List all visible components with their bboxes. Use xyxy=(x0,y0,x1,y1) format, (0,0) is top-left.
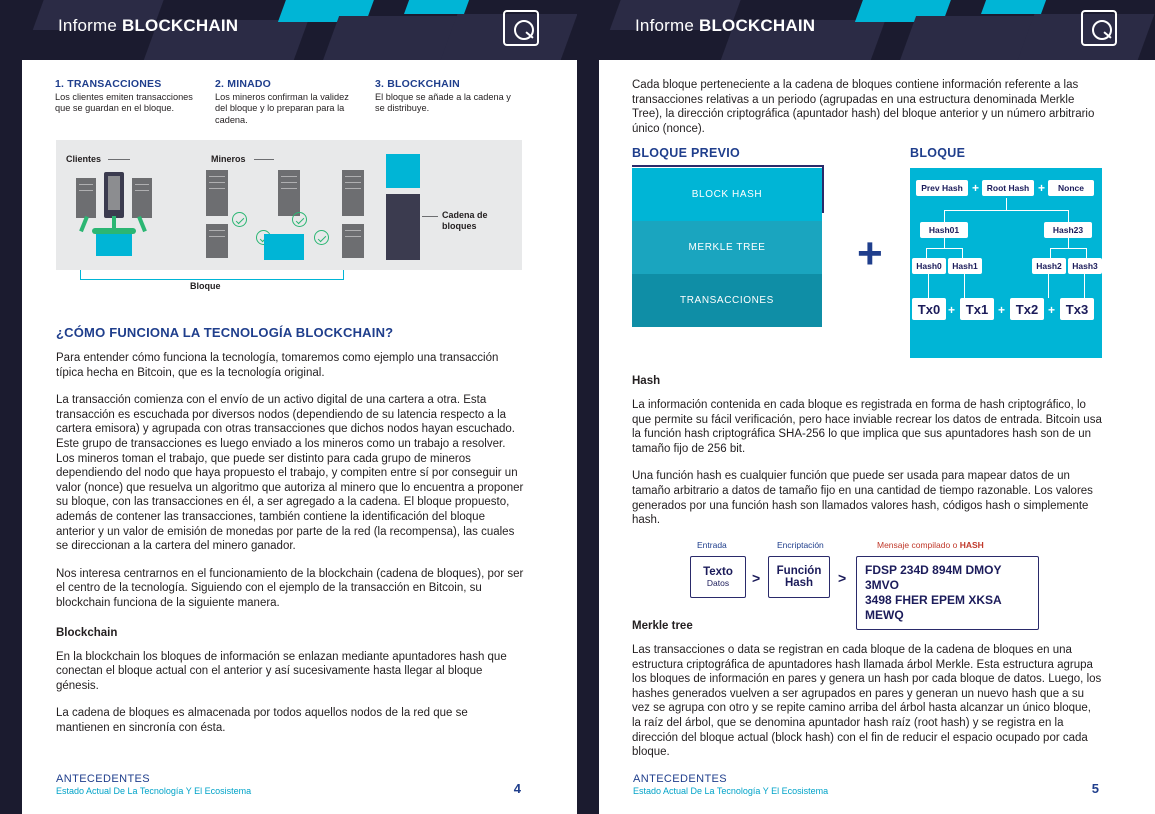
hash-output-line1: FDSP 234D 894M DMOY 3MVO xyxy=(865,563,1002,592)
tag-hash01: Hash01 xyxy=(920,222,968,238)
arrow-icon: > xyxy=(752,570,761,586)
paragraph: La información contenida en cada bloque es registrada en forma de hash criptográfico, lo que permite su fácil verificación, pero hace inviable recrear los datos de entrada. Bitcoin usa la función hash criptográfica SHA-256 lo que implica que sus apuntadores hash son de un tamaño fijo de 256 bit. xyxy=(632,399,1102,455)
miner-node xyxy=(342,170,364,216)
input-box-title: Texto xyxy=(703,566,733,578)
left-edge-bar xyxy=(0,0,22,814)
header-title-bold: BLOCKCHAIN xyxy=(698,16,816,35)
label-salida-plain: Mensaje compilado o xyxy=(877,540,960,550)
diagram-title-prev: BLOQUE PREVIO xyxy=(632,146,741,160)
function-box xyxy=(768,556,830,598)
step-desc: Los clientes emiten transacciones que se guardan en el bloque. xyxy=(55,92,193,114)
tag-hash2: Hash2 xyxy=(1032,258,1066,274)
tag-hash3: Hash3 xyxy=(1068,258,1102,274)
tree-line xyxy=(926,248,927,258)
header-title xyxy=(635,16,815,36)
flow-line xyxy=(137,216,147,232)
tree-line xyxy=(1068,210,1069,222)
tree-line xyxy=(1006,198,1007,210)
paragraph: La transacción comienza con el envío de un activo digital de una cartera a otra. Esta transacción es escuchada por diversos nodos (dependiendo de su latencia respecto a la cartera emisora) y agrupada con otras transacciones que dichos nodos hayan escuchado. Este grupo de transacciones es luego enviado a los mineros como un trabajo a resolver. Los mineros toman el trabajo, que puede ser distinto para cada grupo de mineros dependiendo del nodo que haya propuesto el trabajo, y compiten entre sí por conseguir un valor (nonce) que resuelva un algoritmo que autoriza al minero que lo encuentra a proponer su bloque, con las transacciones en él, a ser agregado a la cadena. El bloque propuesto, además de contener las transacciones, también contiene la identificación del bloque anterior y un valor de emisión de monedas por parte de la red (la recompensa), las cuales se direccionan a la cartera del minero ganador. xyxy=(56,394,524,553)
leader-line xyxy=(422,216,438,217)
tree-line xyxy=(1084,274,1085,298)
step-title: 3. BLOCKCHAIN xyxy=(375,78,460,90)
tree-line xyxy=(926,248,962,249)
input-box xyxy=(690,556,746,598)
page-right xyxy=(577,0,1155,814)
tag-nonce: Nonce xyxy=(1048,180,1094,196)
label-salida-bold: HASH xyxy=(959,540,984,550)
tag-tx3: Tx3 xyxy=(1060,298,1094,320)
hash-output-line2: 3498 FHER EPEM XKSA MEWQ xyxy=(865,593,1002,622)
left-body xyxy=(56,325,524,748)
tree-line xyxy=(944,210,945,222)
tree-line xyxy=(1050,248,1051,258)
page-number: 4 xyxy=(513,781,521,796)
header-accent xyxy=(404,0,472,14)
header-title xyxy=(58,16,238,36)
tree-line xyxy=(944,210,1068,211)
function-box-l2: Hash xyxy=(784,577,814,589)
paragraph: Una función hash es cualquier función que puede ser usada para mapear datos de un tamaño arbitrario a datos de tamaño fijo en una cantidad de tiempo razonable. Los valores generados por una función hash son llamados valores hash, códigos hash o simplemente hash. xyxy=(632,470,1093,527)
hash-heading: Hash xyxy=(632,375,661,387)
hash-output-box xyxy=(856,556,1039,630)
right-intro xyxy=(632,78,1102,149)
diagram-title-block: BLOQUE xyxy=(910,146,966,160)
tag-root-hash: Root Hash xyxy=(982,180,1034,196)
check-icon xyxy=(314,230,329,245)
client-device xyxy=(76,178,96,218)
footer-line2: Estado Actual De La Tecnología Y El Ecosistema xyxy=(56,786,252,796)
miner-node xyxy=(206,170,228,216)
client-phone xyxy=(104,172,124,218)
check-icon xyxy=(292,212,307,227)
label-encriptacion: Encriptación xyxy=(777,540,824,550)
client-device xyxy=(132,178,152,218)
merkle-heading: Merkle tree xyxy=(632,620,693,632)
label-cadena: Cadena de bloques xyxy=(442,210,488,231)
step-item xyxy=(215,78,375,126)
footer-line2: Estado Actual De La Tecnología Y El Ecosistema xyxy=(633,786,829,796)
chain-block-cyan xyxy=(386,154,420,188)
paragraph: Las transacciones o data se registran en cada bloque de la cadena de bloques en una estructura criptográfica de apuntadores hash llamada árbol Merkle. Esta estructura agrupa los bloques de información en pares y genera un hash por cada bloque de datos. Luego, los hashes generados vuelven a ser agrupados en pares y generan un nuevo hash que a su vez se agrupa con otro y se repite camino arriba del árbol hasta alcanzar un único bloque, la raíz del árbol, que se denomina apuntador hash raíz (root hash) y se registra en la dirección del bloque actual (block hash) con el fin de reducir el espacio ocupado por cada bloque. xyxy=(632,644,1102,759)
step-item xyxy=(375,78,535,126)
miner-node xyxy=(278,170,300,216)
page-left xyxy=(0,0,577,814)
tag-hash1: Hash1 xyxy=(948,258,982,274)
hash-connector xyxy=(632,165,824,213)
tree-line xyxy=(944,238,945,248)
prev-block-row: MERKLE TREE xyxy=(632,221,822,274)
function-box-l1: Función xyxy=(776,565,822,577)
page-number: 5 xyxy=(1091,781,1099,796)
subsection-title: Blockchain xyxy=(56,626,118,639)
block-merkle-diagram: Prev Hash + Root Hash + Nonce Hash01 Hash23 Hash0 Hash1 Hash2 Hash3 Tx0 + Tx1 + Tx2 + Tx3 xyxy=(910,168,1102,358)
header-title-thin: Informe xyxy=(635,16,699,35)
paragraph: Cada bloque perteneciente a la cadena de bloques contiene información referente a las transacciones relativas a un periodo (agrupadas en una estructura denominada Merkle Tree), la dirección criptográfica (apuntador hash) del bloque anterior y un número arbitrario único (nonce). xyxy=(632,79,1095,135)
footer-left xyxy=(56,773,251,796)
arrow-icon: > xyxy=(838,570,847,586)
q-logo-icon xyxy=(1081,10,1117,46)
tree-line xyxy=(964,274,965,298)
tree-line xyxy=(928,274,929,298)
tag-tx1: Tx1 xyxy=(960,298,994,320)
tree-line xyxy=(962,248,963,258)
miner-node xyxy=(342,224,364,258)
tree-line xyxy=(1068,238,1069,248)
tree-line xyxy=(1050,248,1086,249)
step-title: 1. TRANSACCIONES xyxy=(55,78,162,90)
bloque-cyan-box xyxy=(96,234,132,256)
step-title: 2. MINADO xyxy=(215,78,272,90)
right-edge-bar xyxy=(577,0,599,814)
tag-prev-hash: Prev Hash xyxy=(916,180,968,196)
transaction-flow-diagram xyxy=(56,140,522,270)
footer-line1: ANTECEDENTES xyxy=(56,773,151,785)
tree-line xyxy=(1086,248,1087,258)
check-icon xyxy=(232,212,247,227)
paragraph: La cadena de bloques es almacenada por todos aquellos nodos de la red que se mantienen en sincronía con ésta. xyxy=(56,707,468,734)
chain-block-dark xyxy=(386,194,420,260)
step-item xyxy=(55,78,215,126)
tag-hash23: Hash23 xyxy=(1044,222,1092,238)
header-title-thin: Informe xyxy=(58,16,122,35)
merkle-section xyxy=(632,620,1102,773)
section-title: ¿CÓMO FUNCIONA LA TECNOLOGÍA BLOCKCHAIN? xyxy=(56,325,394,340)
label-bloque: Bloque xyxy=(190,281,221,291)
tag-hash0: Hash0 xyxy=(912,258,946,274)
label-mineros: Mineros xyxy=(211,154,246,164)
paragraph: Para entender cómo funciona la tecnología, tomaremos como ejemplo una transacción típica hecha en Bitcoin, que es la tecnología original. xyxy=(56,352,499,379)
header-accent xyxy=(981,0,1049,14)
page-header-left xyxy=(0,0,577,60)
page-header-right xyxy=(577,0,1155,60)
steps-row xyxy=(55,78,535,126)
prev-block-row: TRANSACCIONES xyxy=(632,274,822,327)
leader-line xyxy=(108,159,130,160)
leader-line xyxy=(254,159,274,160)
header-title-bold: BLOCKCHAIN xyxy=(121,16,239,35)
step-desc: Los mineros confirman la validez del bloque y lo preparan para la cadena. xyxy=(215,92,349,125)
step-desc: El bloque se añade a la cadena y se distribuye. xyxy=(375,92,511,114)
tag-tx2: Tx2 xyxy=(1010,298,1044,320)
footer-right xyxy=(633,773,828,796)
q-logo-icon xyxy=(503,10,539,46)
hash-pipeline xyxy=(632,540,1102,622)
plus-icon: + xyxy=(857,229,883,278)
label-entrada: Entrada xyxy=(697,540,727,550)
hash-section xyxy=(632,375,1102,541)
tree-line xyxy=(1048,274,1049,298)
paragraph: Nos interesa centrarnos en el funcionamiento de la blockchain (cadena de bloques), por ser el centro de la tecnología. Siguiendo con el ejemplo de la transacción en Bitcoin, su blockchain funciona de la siguiente manera. xyxy=(56,567,524,609)
label-clientes: Clientes xyxy=(66,154,102,164)
label-salida xyxy=(877,540,984,550)
miner-node xyxy=(206,224,228,258)
tag-tx0: Tx0 xyxy=(912,298,946,320)
footer-line1: ANTECEDENTES xyxy=(633,773,728,785)
flow-line xyxy=(79,216,89,232)
bloque-brace xyxy=(80,270,344,280)
bloque-cyan-box xyxy=(264,234,304,260)
prev-block-row: BLOCK HASH xyxy=(632,168,822,221)
paragraph: En la blockchain los bloques de información se enlazan mediante apuntadores hash que conectan el bloque actual con el anterior y así sucesivamente hasta llegar al bloque génesis. xyxy=(56,650,507,692)
input-box-sub: Datos xyxy=(706,578,730,588)
